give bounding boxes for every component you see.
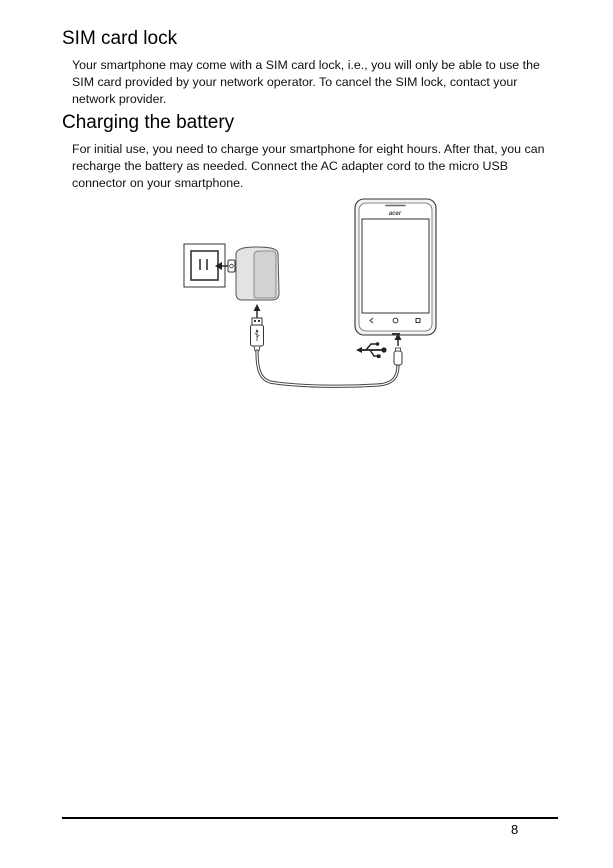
usb-symbol-icon <box>356 342 387 358</box>
charging-battery-heading: Charging the battery <box>62 112 235 133</box>
charging-illustration <box>180 197 450 393</box>
arrow-up-icon <box>254 304 261 318</box>
sim-card-lock-paragraph: Your smartphone may come with a SIM card lock, i.e., you will only be able to use the SIM card provided by your network operator. To cancel the SIM lock, contact your network provider. <box>72 58 540 106</box>
phone-brand-logo: acer <box>388 211 402 217</box>
micro-usb-plug-icon <box>394 348 402 365</box>
page-number: 8 <box>511 822 519 837</box>
sim-card-lock-heading: SIM card lock <box>62 28 178 49</box>
usb-plug-icon <box>251 318 264 351</box>
footer-divider <box>62 817 558 819</box>
ac-adapter-icon <box>228 247 279 300</box>
charging-battery-paragraph: For initial use, you need to charge your smartphone for eight hours. After that, you can recharge the battery as needed. Connect the AC adapter cord to the micro USB connector on your smartphone. <box>72 142 545 190</box>
smartphone-icon <box>355 199 436 335</box>
